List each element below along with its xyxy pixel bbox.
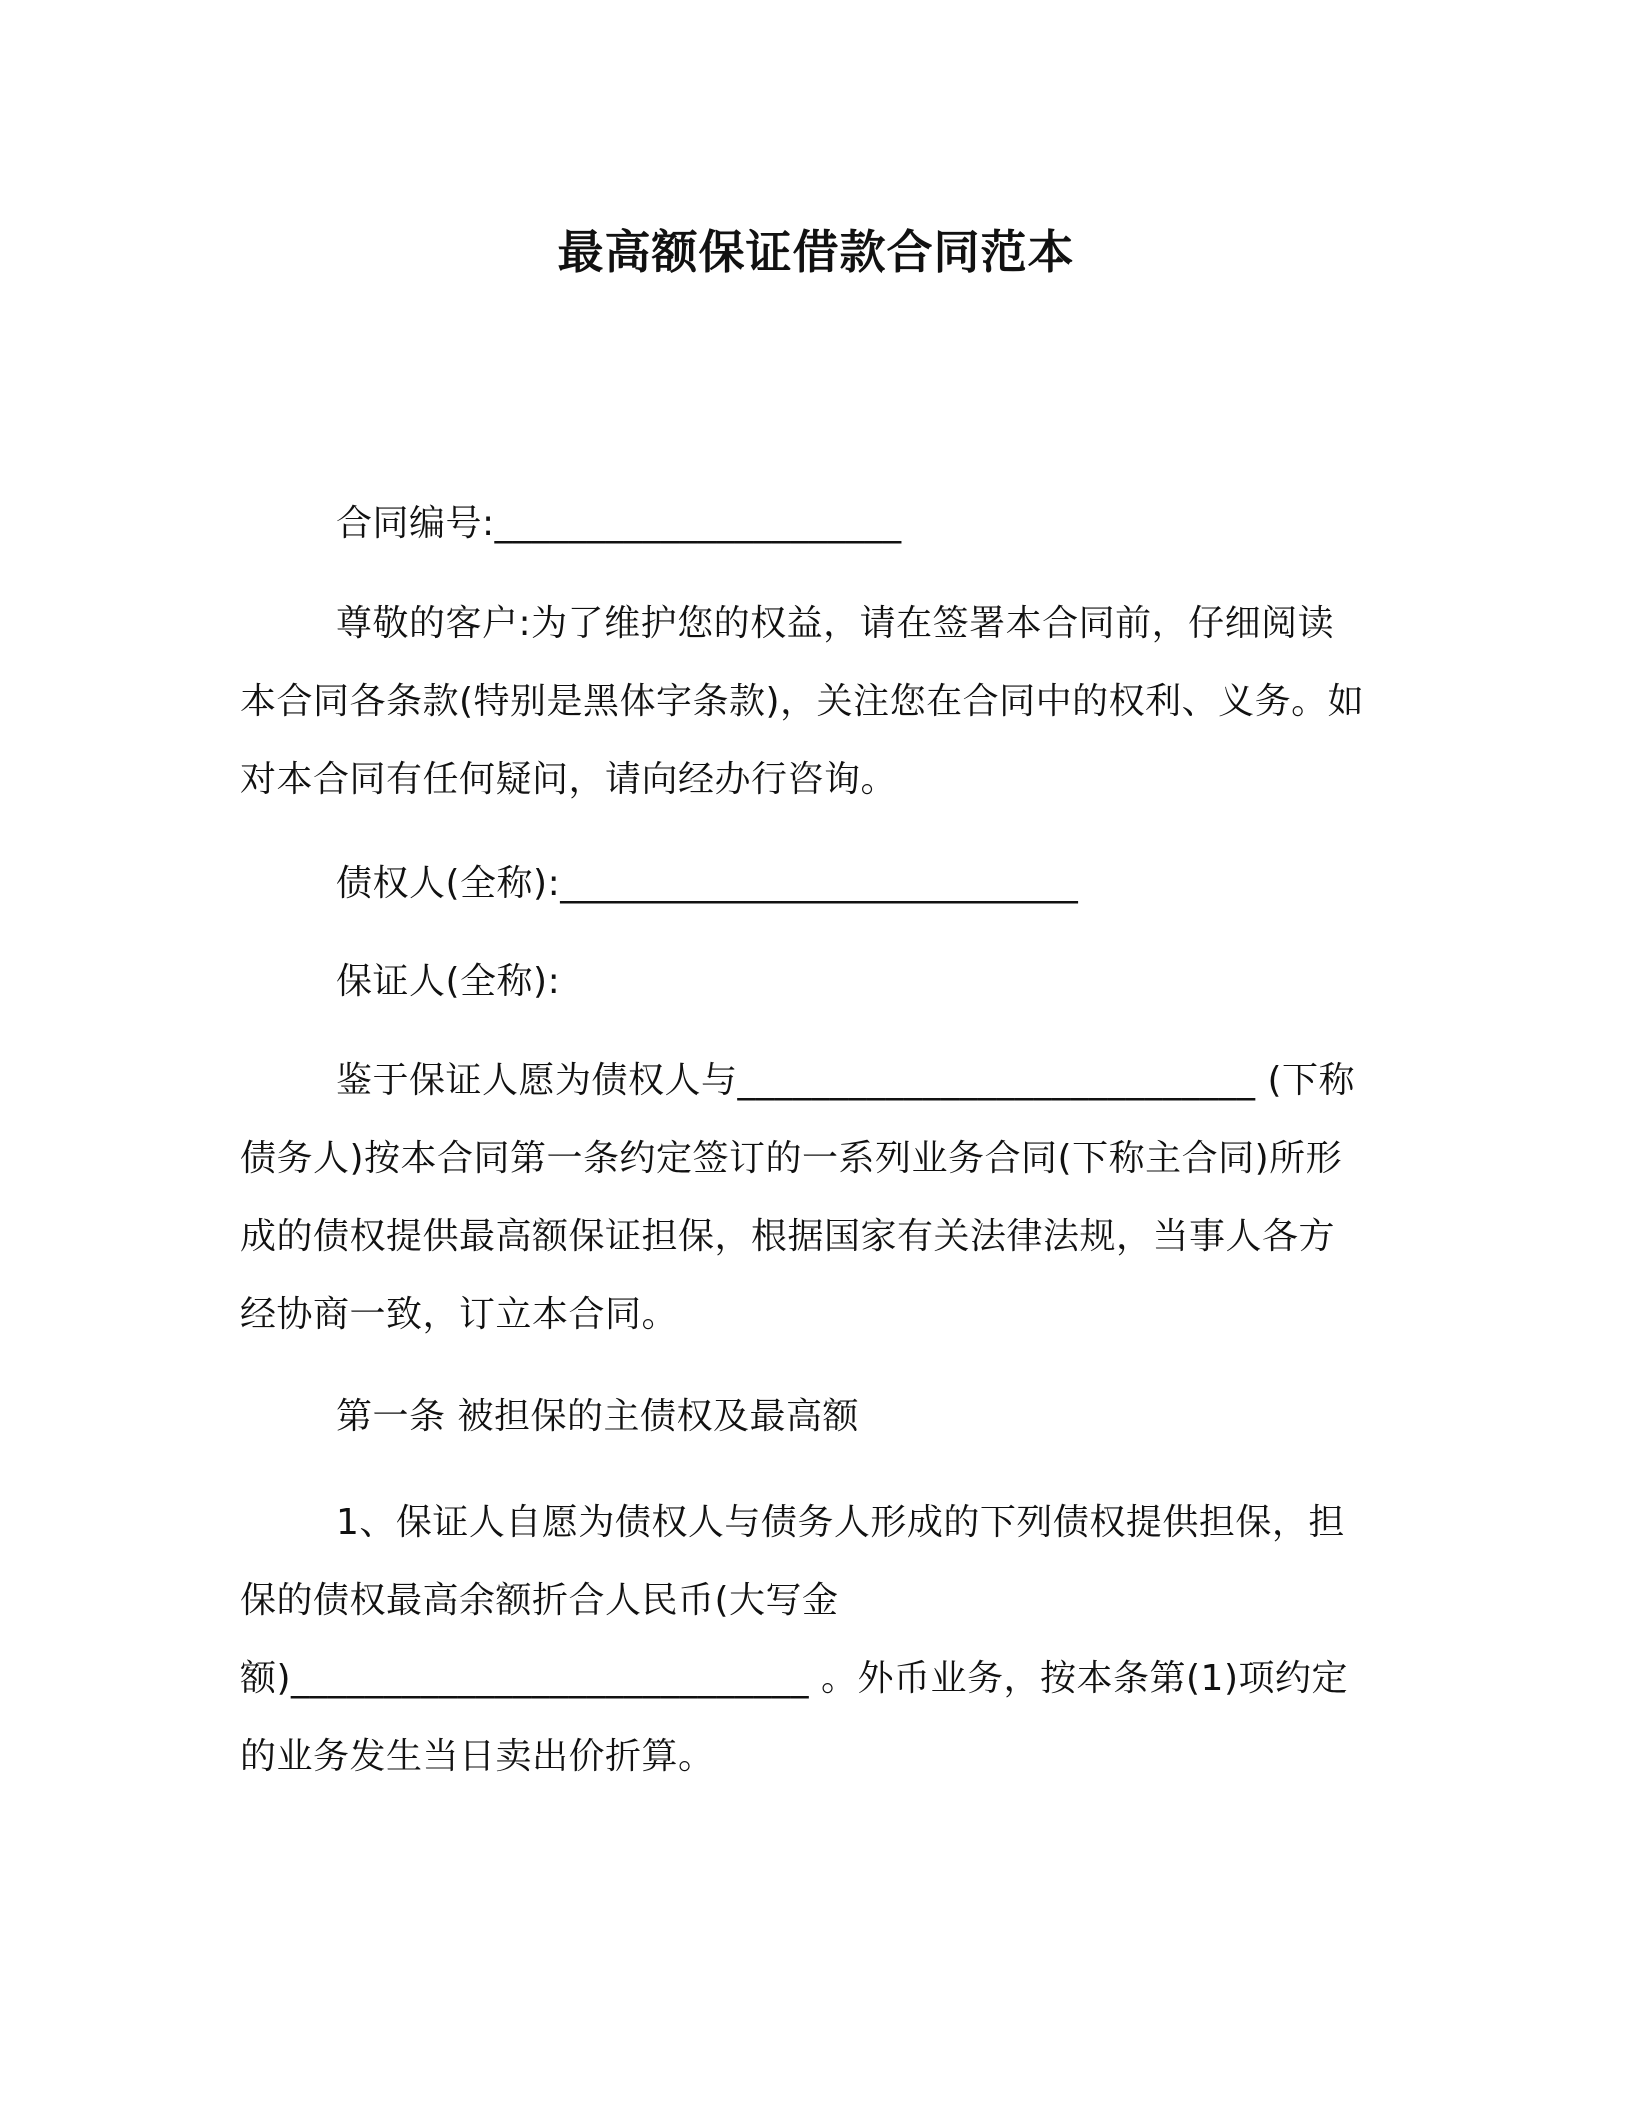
article1-item1-line: 的业务发生当日卖出价折算。 xyxy=(240,1736,715,1777)
guarantor-line: 保证人(全称): xyxy=(336,961,561,1002)
notice-line: 本合同各条款(特别是黑体字条款)，关注您在合同中的权利、义务。如 xyxy=(240,681,1365,722)
article1-heading: 第一条 被担保的主债权及最高额 xyxy=(336,1396,859,1437)
customer-notice xyxy=(240,585,1390,819)
document-title: 最高额保证借款合同范本 xyxy=(557,225,1075,279)
article1-item1-line: 保的债权最高余额折合人民币(大写金 xyxy=(240,1580,839,1621)
preamble-line: 鉴于保证人愿为债权人与____________________________ (下称 xyxy=(336,1060,1355,1101)
notice-line: 对本合同有任何疑问，请向经办行咨询。 xyxy=(240,759,898,800)
notice-line: 尊敬的客户:为了维护您的权益，请在签署本合同前，仔细阅读 xyxy=(336,603,1335,644)
preamble xyxy=(240,1042,1390,1354)
creditor-line: 债权人(全称):____________________________ xyxy=(336,863,1079,904)
contract-number-line: 合同编号:______________________ xyxy=(336,503,902,544)
preamble-line: 成的债权提供最高额保证担保，根据国家有关法律法规，当事人各方 xyxy=(240,1216,1336,1257)
preamble-line: 经协商一致，订立本合同。 xyxy=(240,1294,679,1335)
article1-item1-line: 额)____________________________ 。外币业务，按本条第(1)项约定 xyxy=(240,1658,1348,1699)
preamble-line: 债务人)按本合同第一条约定签订的一系列业务合同(下称主合同)所形 xyxy=(240,1138,1343,1179)
article1-item1-line: 1、保证人自愿为债权人与债务人形成的下列债权提供担保，担 xyxy=(336,1502,1345,1543)
article1-item1 xyxy=(240,1484,1390,1796)
